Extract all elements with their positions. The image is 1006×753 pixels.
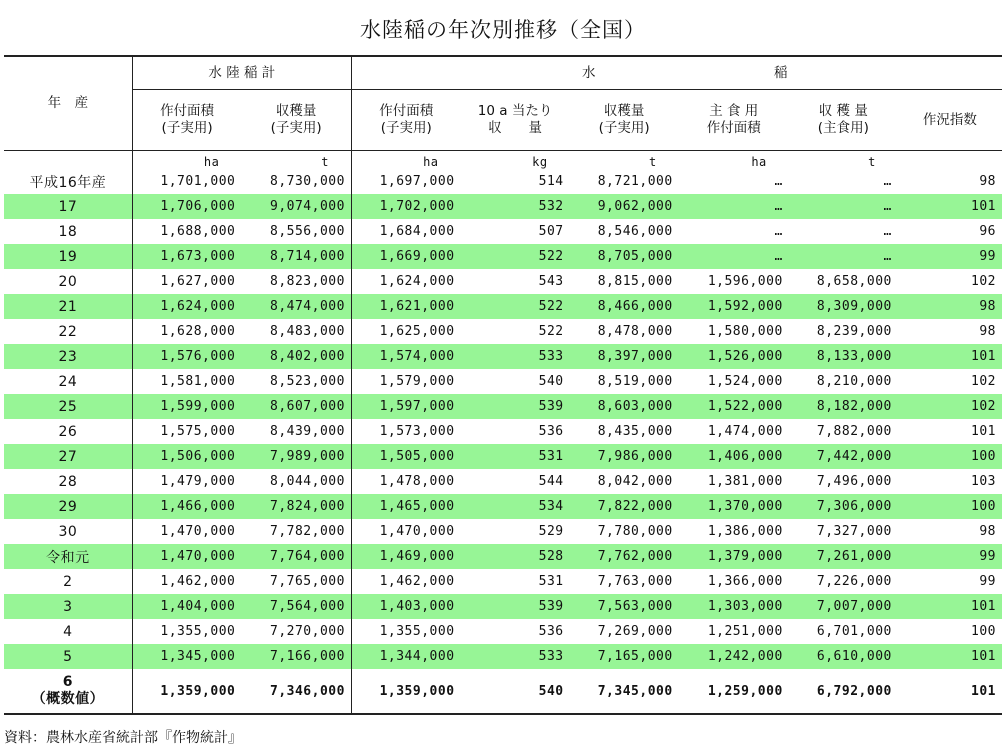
header-col-area-total: 作付面積 (子実用) bbox=[132, 90, 241, 151]
value-cell: 98 bbox=[979, 324, 996, 339]
value-cell: 8,478,000 bbox=[597, 324, 673, 339]
value-cell: 102 bbox=[971, 374, 996, 389]
value-cell: 533 bbox=[461, 644, 570, 669]
value-cell: 7,346,000 bbox=[241, 669, 351, 714]
value-cell: 8,546,000 bbox=[597, 224, 673, 239]
table-row-provisional bbox=[4, 669, 1002, 714]
value-cell: 7,166,000 bbox=[241, 644, 351, 669]
value-cell: 7,496,000 bbox=[816, 474, 892, 489]
value-cell: 8,309,000 bbox=[789, 294, 898, 319]
value-cell: 1,403,000 bbox=[351, 594, 460, 619]
value-cell: 8,523,000 bbox=[270, 374, 345, 389]
value-cell: 8,210,000 bbox=[816, 374, 892, 389]
value-cell: 101 bbox=[898, 194, 1002, 219]
value-cell: 6,701,000 bbox=[816, 624, 892, 639]
value-cell: 534 bbox=[461, 494, 570, 519]
value-cell: 1,404,000 bbox=[132, 594, 241, 619]
unit-label: ha bbox=[132, 151, 241, 170]
value-cell: 1,624,000 bbox=[132, 294, 241, 319]
value-cell: 96 bbox=[979, 224, 996, 239]
value-cell: 1,386,000 bbox=[707, 524, 783, 539]
value-cell: 1,466,000 bbox=[132, 494, 241, 519]
year-cell: 5 bbox=[4, 644, 132, 669]
year-cell: 3 bbox=[4, 594, 132, 619]
value-cell: 1,370,000 bbox=[679, 494, 789, 519]
value-cell: 1,574,000 bbox=[351, 344, 460, 369]
value-cell: … bbox=[883, 224, 892, 239]
value-cell: 8,439,000 bbox=[270, 424, 345, 439]
table-row bbox=[4, 319, 1002, 344]
table-row bbox=[4, 519, 1002, 544]
value-cell: 8,519,000 bbox=[597, 374, 673, 389]
value-cell: 7,765,000 bbox=[270, 574, 345, 589]
value-cell: 531 bbox=[461, 444, 570, 469]
value-cell: 6,792,000 bbox=[789, 669, 898, 714]
table-row bbox=[4, 219, 1002, 244]
header-col-staple-harvest: 収 穫 量 (主食用) bbox=[789, 90, 898, 151]
value-cell: 8,397,000 bbox=[570, 344, 679, 369]
year-cell: 29 bbox=[4, 494, 132, 519]
value-cell: 540 bbox=[538, 374, 564, 389]
value-cell: 1,359,000 bbox=[351, 669, 460, 714]
table-row bbox=[4, 544, 1002, 569]
year-cell: 24 bbox=[58, 373, 78, 390]
value-cell: 101 bbox=[898, 594, 1002, 619]
value-cell: 536 bbox=[538, 424, 564, 439]
table-row bbox=[4, 344, 1002, 369]
value-cell: 7,327,000 bbox=[816, 524, 892, 539]
value-cell: 543 bbox=[538, 274, 564, 289]
value-cell: 1,506,000 bbox=[132, 444, 241, 469]
year-cell: 18 bbox=[58, 223, 78, 240]
value-cell: 7,763,000 bbox=[597, 574, 673, 589]
value-cell: 101 bbox=[898, 344, 1002, 369]
value-cell: 8,239,000 bbox=[816, 324, 892, 339]
value-cell: 7,345,000 bbox=[570, 669, 679, 714]
value-cell: 7,986,000 bbox=[570, 444, 679, 469]
table-row bbox=[4, 644, 1002, 669]
table-row bbox=[4, 394, 1002, 419]
year-cell: 28 bbox=[58, 473, 78, 490]
value-cell: 8,474,000 bbox=[241, 294, 351, 319]
value-cell: 8,815,000 bbox=[597, 274, 673, 289]
header-col-crop-index: 作況指数 bbox=[898, 90, 1002, 151]
value-cell: 1,242,000 bbox=[679, 644, 789, 669]
value-cell: 529 bbox=[538, 524, 564, 539]
value-cell: 7,261,000 bbox=[789, 544, 898, 569]
value-cell: 7,764,000 bbox=[241, 544, 351, 569]
value-cell: 533 bbox=[461, 344, 570, 369]
value-cell: 8,182,000 bbox=[789, 394, 898, 419]
value-cell: 102 bbox=[898, 394, 1002, 419]
value-cell: 7,780,000 bbox=[597, 524, 673, 539]
value-cell: 1,465,000 bbox=[351, 494, 460, 519]
value-cell: 8,658,000 bbox=[816, 274, 892, 289]
value-cell: 1,579,000 bbox=[351, 369, 460, 394]
value-cell: 1,697,000 bbox=[351, 169, 460, 194]
value-cell: 1,597,000 bbox=[351, 394, 460, 419]
value-cell: 544 bbox=[538, 474, 564, 489]
value-cell: 1,462,000 bbox=[132, 569, 241, 594]
unit-label: kg bbox=[461, 151, 570, 170]
value-cell: 8,556,000 bbox=[270, 224, 345, 239]
source-note: 資料：農林水産省統計部『作物統計』 bbox=[4, 730, 242, 746]
value-cell: 1,596,000 bbox=[707, 274, 783, 289]
value-cell: 1,366,000 bbox=[707, 574, 783, 589]
value-cell: 522 bbox=[538, 324, 564, 339]
value-cell: 1,355,000 bbox=[132, 619, 241, 644]
value-cell: 7,782,000 bbox=[270, 524, 345, 539]
header-col-harvest-total: 収穫量 (子実用) bbox=[241, 90, 351, 151]
value-cell: 1,580,000 bbox=[707, 324, 783, 339]
header-group-suito-a: 水 bbox=[581, 64, 596, 81]
value-cell: 7,563,000 bbox=[570, 594, 679, 619]
value-cell: 99 bbox=[898, 544, 1002, 569]
value-cell: 1,669,000 bbox=[351, 244, 460, 269]
value-cell: … bbox=[883, 174, 892, 189]
value-cell: 7,442,000 bbox=[789, 444, 898, 469]
value-cell: 8,721,000 bbox=[597, 174, 673, 189]
unit-label bbox=[898, 151, 1002, 170]
year-cell: 平成16年産 bbox=[29, 174, 107, 191]
value-cell: 1,627,000 bbox=[132, 269, 241, 294]
table-row bbox=[4, 194, 1002, 219]
value-cell: 507 bbox=[538, 224, 564, 239]
value-cell: 514 bbox=[538, 174, 564, 189]
year-cell: 21 bbox=[4, 294, 132, 319]
year-cell: 2 bbox=[63, 573, 73, 590]
value-cell: 539 bbox=[461, 394, 570, 419]
year-cell: 22 bbox=[58, 323, 78, 340]
value-cell: 1,624,000 bbox=[351, 269, 460, 294]
value-cell: 1,470,000 bbox=[351, 519, 460, 544]
year-cell: 4 bbox=[63, 623, 73, 640]
value-cell: 7,007,000 bbox=[789, 594, 898, 619]
value-cell: 1,625,000 bbox=[351, 319, 460, 344]
table-row bbox=[4, 594, 1002, 619]
year-label: 6 bbox=[62, 674, 74, 691]
value-cell: 1,522,000 bbox=[679, 394, 789, 419]
value-cell: 7,822,000 bbox=[570, 494, 679, 519]
year-cell: 19 bbox=[4, 244, 132, 269]
value-cell: 101 bbox=[898, 644, 1002, 669]
value-cell: 1,575,000 bbox=[132, 419, 241, 444]
value-cell: 103 bbox=[971, 474, 996, 489]
value-cell: 1,355,000 bbox=[351, 619, 460, 644]
value-cell: 1,381,000 bbox=[707, 474, 783, 489]
value-cell: 1,706,000 bbox=[132, 194, 241, 219]
value-cell: 1,406,000 bbox=[679, 444, 789, 469]
value-cell: 1,673,000 bbox=[132, 244, 241, 269]
value-cell: … bbox=[789, 194, 898, 219]
value-cell: 8,483,000 bbox=[270, 324, 345, 339]
value-cell: 1,526,000 bbox=[679, 344, 789, 369]
unit-label: t bbox=[241, 151, 351, 170]
value-cell: 1,469,000 bbox=[351, 544, 460, 569]
value-cell: 1,701,000 bbox=[132, 169, 241, 194]
year-cell: 27 bbox=[4, 444, 132, 469]
value-cell: 1,479,000 bbox=[132, 469, 241, 494]
year-cell: 30 bbox=[58, 523, 78, 540]
value-cell: 99 bbox=[979, 574, 996, 589]
value-cell: 7,882,000 bbox=[816, 424, 892, 439]
value-cell: 8,466,000 bbox=[570, 294, 679, 319]
header-col-area-paddy: 作付面積 (子実用) bbox=[351, 90, 460, 151]
value-cell: 8,705,000 bbox=[570, 244, 679, 269]
value-cell: 1,379,000 bbox=[679, 544, 789, 569]
year-cell bbox=[4, 669, 132, 714]
value-cell: 100 bbox=[898, 494, 1002, 519]
value-cell: 7,306,000 bbox=[789, 494, 898, 519]
table-row bbox=[4, 469, 1002, 494]
header-group-suito bbox=[351, 56, 1002, 90]
value-cell: 8,402,000 bbox=[241, 344, 351, 369]
value-cell: 9,062,000 bbox=[570, 194, 679, 219]
value-cell: 1,628,000 bbox=[132, 319, 241, 344]
value-cell: 531 bbox=[538, 574, 564, 589]
value-cell: 8,044,000 bbox=[270, 474, 345, 489]
units-row bbox=[4, 151, 1002, 170]
value-cell: 1,524,000 bbox=[707, 374, 783, 389]
value-cell: 8,714,000 bbox=[241, 244, 351, 269]
year-cell: 20 bbox=[58, 273, 78, 290]
provisional-note: （概数値） bbox=[31, 691, 105, 707]
value-cell: 1,251,000 bbox=[707, 624, 783, 639]
value-cell: 7,989,000 bbox=[241, 444, 351, 469]
value-cell: 1,599,000 bbox=[132, 394, 241, 419]
value-cell: 1,344,000 bbox=[351, 644, 460, 669]
year-cell: 26 bbox=[58, 423, 78, 440]
value-cell: 8,730,000 bbox=[270, 174, 345, 189]
value-cell: 1,359,000 bbox=[132, 669, 241, 714]
value-cell: 8,607,000 bbox=[241, 394, 351, 419]
value-cell: … bbox=[774, 174, 783, 189]
value-cell: 1,702,000 bbox=[351, 194, 460, 219]
page-title: 水陸稲の年次別推移（全国） bbox=[360, 18, 646, 42]
unit-label: t bbox=[789, 151, 898, 170]
table-row bbox=[4, 419, 1002, 444]
value-cell: 98 bbox=[898, 294, 1002, 319]
table-row bbox=[4, 444, 1002, 469]
value-cell: … bbox=[774, 224, 783, 239]
value-cell: 8,042,000 bbox=[597, 474, 673, 489]
header-group-suiriku: 水 陸 稲 計 bbox=[132, 56, 351, 90]
header-group-suito-b: 稲 bbox=[774, 64, 788, 81]
value-cell: 540 bbox=[461, 669, 570, 714]
value-cell: 1,478,000 bbox=[351, 469, 460, 494]
table-row bbox=[4, 569, 1002, 594]
rice-statistics-table bbox=[4, 55, 1002, 715]
unit-label: t bbox=[570, 151, 679, 170]
value-cell: 1,581,000 bbox=[132, 369, 241, 394]
value-cell: 7,165,000 bbox=[570, 644, 679, 669]
value-cell: 522 bbox=[461, 244, 570, 269]
year-cell: 23 bbox=[4, 344, 132, 369]
year-cell: 17 bbox=[4, 194, 132, 219]
value-cell: 6,610,000 bbox=[789, 644, 898, 669]
value-cell: 8,603,000 bbox=[570, 394, 679, 419]
value-cell: 8,133,000 bbox=[789, 344, 898, 369]
value-cell: 1,592,000 bbox=[679, 294, 789, 319]
value-cell: 1,303,000 bbox=[679, 594, 789, 619]
value-cell: 8,435,000 bbox=[597, 424, 673, 439]
header-col-yield-per-10a: 10 a 当たり 収 量 bbox=[461, 90, 570, 151]
table-row bbox=[4, 269, 1002, 294]
value-cell: 1,345,000 bbox=[132, 644, 241, 669]
value-cell: 1,470,000 bbox=[132, 519, 241, 544]
table-row bbox=[4, 494, 1002, 519]
value-cell: 532 bbox=[461, 194, 570, 219]
value-cell: 101 bbox=[971, 424, 996, 439]
value-cell: 1,576,000 bbox=[132, 344, 241, 369]
value-cell: 8,823,000 bbox=[270, 274, 345, 289]
table-row bbox=[4, 244, 1002, 269]
unit-label: ha bbox=[679, 151, 789, 170]
header-col-staple-area: 主 食 用 作付面積 bbox=[679, 90, 789, 151]
value-cell: 98 bbox=[979, 524, 996, 539]
value-cell: 99 bbox=[898, 244, 1002, 269]
year-cell: 25 bbox=[4, 394, 132, 419]
header-col-harvest-paddy: 収穫量 (子実用) bbox=[570, 90, 679, 151]
value-cell: 7,270,000 bbox=[270, 624, 345, 639]
unit-label: ha bbox=[351, 151, 460, 170]
value-cell: 101 bbox=[898, 669, 1002, 714]
table-row bbox=[4, 169, 1002, 194]
value-cell: 528 bbox=[461, 544, 570, 569]
value-cell: … bbox=[679, 194, 789, 219]
year-cell: 令和元 bbox=[4, 544, 132, 569]
value-cell: 1,462,000 bbox=[351, 569, 460, 594]
value-cell: 1,684,000 bbox=[351, 219, 460, 244]
value-cell: … bbox=[789, 244, 898, 269]
value-cell: 100 bbox=[971, 624, 996, 639]
value-cell: 7,564,000 bbox=[241, 594, 351, 619]
table-row bbox=[4, 294, 1002, 319]
value-cell: 7,762,000 bbox=[570, 544, 679, 569]
value-cell: 98 bbox=[979, 174, 996, 189]
value-cell: 539 bbox=[461, 594, 570, 619]
value-cell: 536 bbox=[538, 624, 564, 639]
value-cell: 1,259,000 bbox=[679, 669, 789, 714]
value-cell: 522 bbox=[461, 294, 570, 319]
value-cell: 7,824,000 bbox=[241, 494, 351, 519]
value-cell: … bbox=[679, 244, 789, 269]
value-cell: 1,505,000 bbox=[351, 444, 460, 469]
header-year: 年 産 bbox=[4, 56, 132, 151]
value-cell: 1,573,000 bbox=[351, 419, 460, 444]
value-cell: 7,226,000 bbox=[816, 574, 892, 589]
value-cell: 1,688,000 bbox=[132, 219, 241, 244]
value-cell: 1,474,000 bbox=[707, 424, 783, 439]
value-cell: 1,621,000 bbox=[351, 294, 460, 319]
value-cell: 100 bbox=[898, 444, 1002, 469]
value-cell: 102 bbox=[971, 274, 996, 289]
value-cell: 7,269,000 bbox=[597, 624, 673, 639]
table-row bbox=[4, 619, 1002, 644]
value-cell: 9,074,000 bbox=[241, 194, 351, 219]
value-cell: 1,470,000 bbox=[132, 544, 241, 569]
table-row bbox=[4, 369, 1002, 394]
